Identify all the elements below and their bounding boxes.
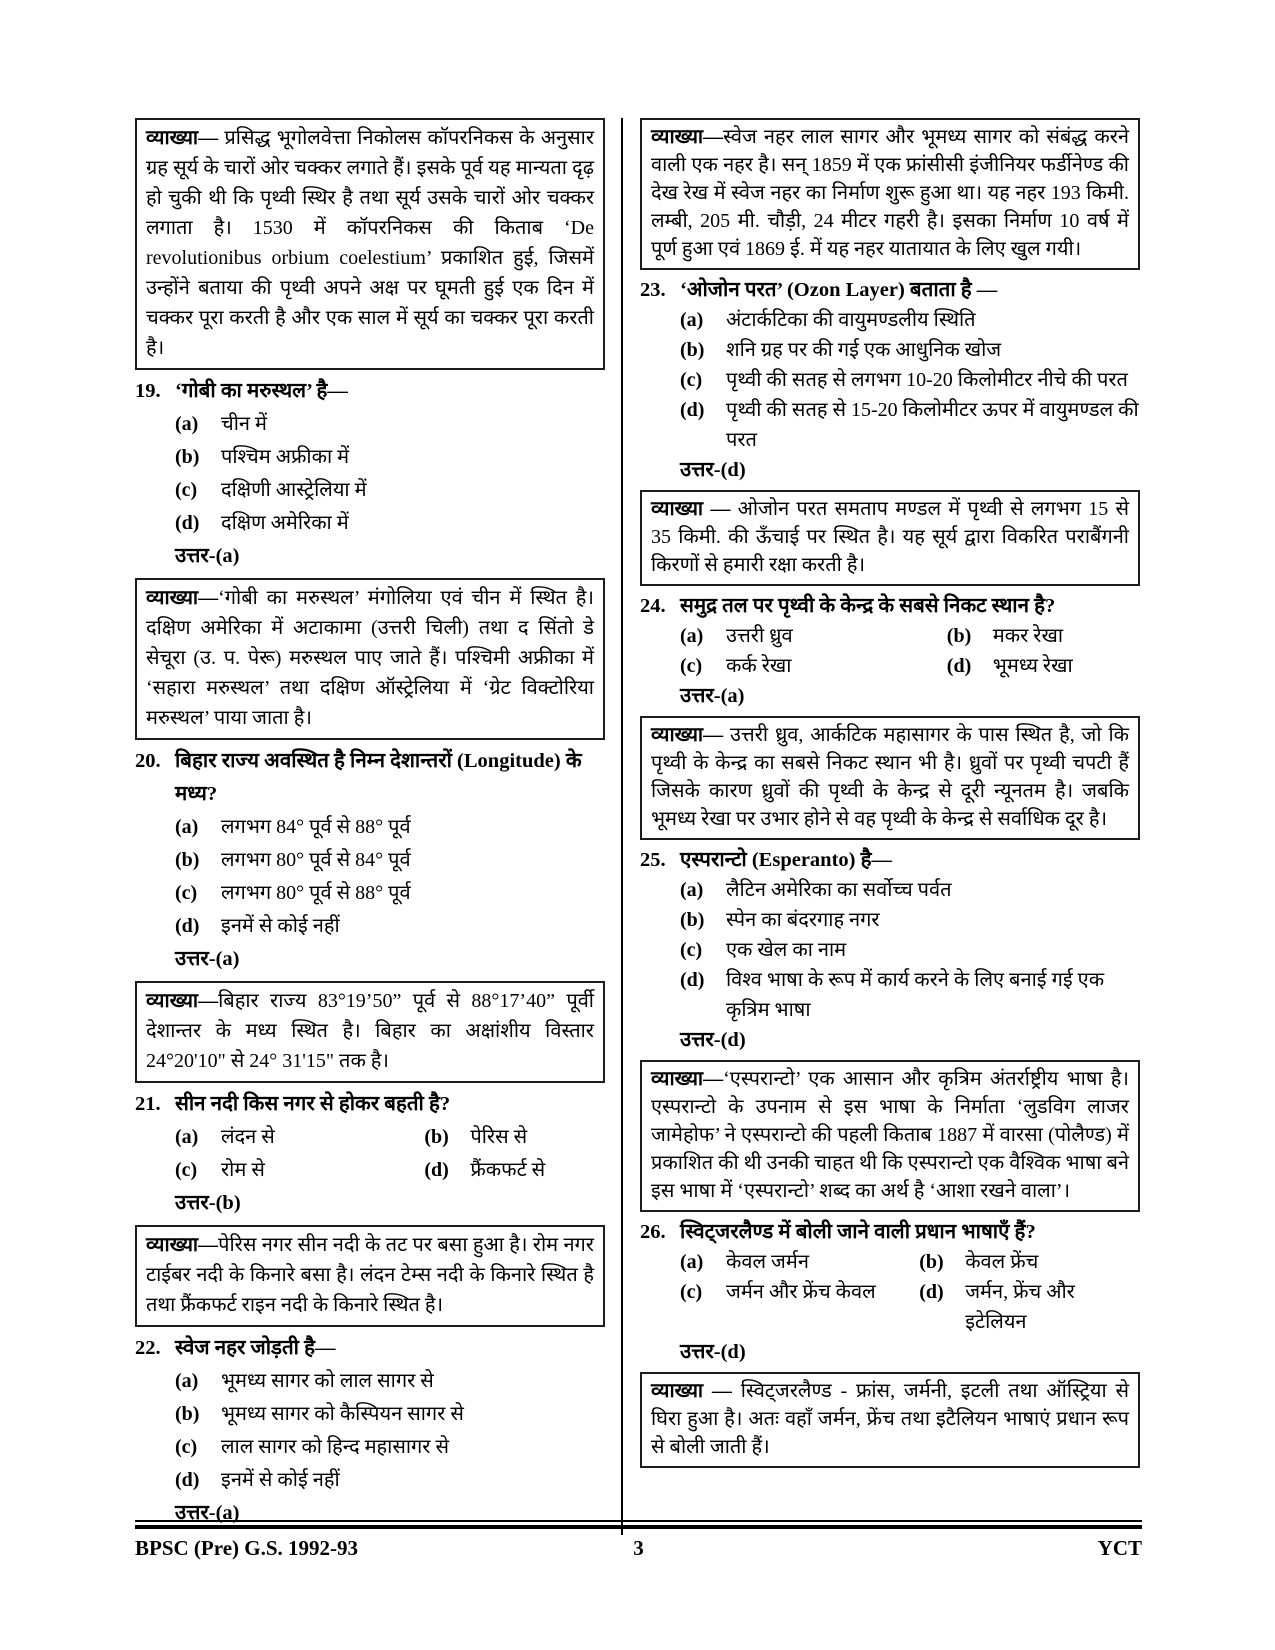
options-list (175, 811, 605, 943)
option-d: (d) इनमें से कोई नहीं (175, 915, 340, 937)
explanation-body: ‘गोबी का मरुस्थल’ मंगोलिया एवं चीन में स्थित है। दक्षिण अमेरिका में अटाकामा (उत्तरी चिली) तथा द सिंतो डे सेचूरा (उ. प. पेरू) मरुस्थल पाए जाते हैं। पश्चिमी अफ्रीका में ‘सहारा मरुस्थल’ तथा दक्षिण ऑस्ट्रेलिया में ‘ग्रेट विक्टोरिया मरुस्थल’ पाया जाता है। (146, 587, 594, 729)
option-a: (a) अंटार्कटिका की वायुमण्डलीय स्थिति (680, 309, 976, 331)
question-text: समुद्र तल पर पृथ्वी के केन्द्र के सबसे निकट स्थान है? (680, 595, 1056, 617)
option-d: (d) इनमें से कोई नहीं (175, 1469, 340, 1491)
question-number: 20. (135, 750, 161, 772)
explanation-box-copernicus (135, 118, 605, 370)
option-b: (b) पेरिस से (424, 1126, 528, 1148)
right-column (640, 118, 1140, 1535)
option-a: (a) लगभग 84° पूर्व से 88° पूर्व (175, 816, 411, 838)
question-20 (135, 745, 605, 976)
option-c: (c) पृथ्वी की सतह से लगभग 10-20 किलोमीटर नीचे की परत (680, 369, 1128, 391)
question-text: ‘गोबी का मरुस्थल’ है— (175, 380, 348, 402)
option-a: (a) केवल जर्मन (680, 1251, 809, 1273)
explanation-body: बिहार राज्य 83°19’50” पूर्व से 88°17’40” पूर्वी देशान्तर के मध्य स्थित है। बिहार का अक्षांशीय विस्तार 24°20'10" से 24° 31'15" तक है। (146, 990, 594, 1072)
options-list (680, 305, 1140, 455)
option-a: (a) लंदन से (175, 1126, 275, 1148)
question-number: 19. (135, 380, 161, 402)
question-19 (135, 375, 605, 573)
question-26 (640, 1217, 1140, 1367)
left-column (135, 118, 605, 1535)
option-d: (d) जर्मन, फ्रेंच और इटेलियन (919, 1281, 1075, 1333)
explanation-label: व्याख्या— (651, 126, 724, 148)
option-a: (a) भूमध्य सागर को लाल सागर से (175, 1370, 434, 1392)
question-text: बिहार राज्य अवस्थित है निम्न देशान्तरों (Longitude) के मध्य? (175, 750, 582, 805)
option-b: (b) केवल फ्रेंच (919, 1251, 1039, 1273)
options-list (680, 875, 1140, 1025)
exam-page (135, 118, 1140, 1535)
explanation-body: स्विट्जरलैण्ड - फ्रांस, जर्मनी, इटली तथा ऑस्ट्रिया से घिरा हुआ है। अतः वहाँ जर्मन, फ्रेंच तथा इटैलियन भाषाएं प्रधान रूप से बोली जाती हैं। (651, 1380, 1129, 1458)
question-text: स्वेज नहर जोड़ती है— (175, 1337, 336, 1359)
options-list (175, 408, 605, 540)
answer-line: उत्तर-(d) (680, 1341, 746, 1363)
question-number: 21. (135, 1093, 161, 1115)
question-number: 24. (640, 595, 666, 617)
option-c: (c) कर्क रेखा (680, 655, 792, 677)
option-a: (a) चीन में (175, 413, 267, 435)
answer-line: उत्तर-(a) (680, 685, 745, 707)
explanation-label: व्याख्या — (651, 1380, 732, 1402)
explanation-box-q20 (135, 981, 605, 1083)
question-text: स्विट्जरलैण्ड में बोली जाने वाली प्रधान भाषाएँ हैं? (680, 1221, 1036, 1243)
answer-line: उत्तर-(d) (680, 1029, 746, 1051)
explanation-label: व्याख्या— (651, 1068, 724, 1090)
explanation-label: व्याख्या— (146, 990, 219, 1012)
explanation-box-q23 (640, 490, 1140, 586)
footer-rule (135, 1520, 1142, 1529)
option-b: (b) लगभग 80° पूर्व से 84° पूर्व (175, 849, 411, 871)
question-text: सीन नदी किस नगर से होकर बहती है? (175, 1093, 451, 1115)
option-b: (b) शनि ग्रह पर की गई एक आधुनिक खोज (680, 339, 1002, 361)
column-divider (621, 118, 623, 1535)
footer-brand: YCT (1097, 1536, 1142, 1560)
options-list (175, 1365, 605, 1497)
explanation-box-q22 (640, 118, 1140, 270)
explanation-body: पेरिस नगर सीन नदी के तट पर बसा हुआ है। रोम नगर टाईबर नदी के किनारे बसा है। लंदन टेम्स नदी के किनारे स्थित है तथा फ्रैंकफर्ट राइन नदी के किनारे स्थित है। (146, 1234, 594, 1316)
option-b: (b) स्पेन का बंदरगाह नगर (680, 909, 880, 931)
answer-line: उत्तर-(a) (175, 948, 240, 970)
explanation-box-q19 (135, 578, 605, 740)
question-number: 23. (640, 279, 666, 301)
explanation-body: प्रसिद्ध भूगोलवेत्ता निकोलस कॉपरनिकस के अनुसार ग्रह सूर्य के चारों ओर चक्कर लगाते हैं। इसके पूर्व यह मान्यता दृढ़ हो चुकी थी कि पृथ्वी स्थिर है तथा सूर्य उसके चारों ओर चक्कर लगाता है। 1530 में कॉपरनिकस की किताब ‘De revolutionibus orbium coelestium’ प्रकाशित हुई, जिसमें उन्होंने बताया की पृथ्वी अपने अक्ष पर घूमती हुई एक दिन में चक्कर पूरा करती है और एक साल में सूर्य का चक्कर पूरा करती है। (146, 127, 594, 359)
explanation-text (146, 123, 594, 363)
option-a: (a) उत्तरी ध्रुव (680, 625, 793, 647)
option-c: (c) दक्षिणी आस्ट्रेलिया में (175, 479, 367, 501)
options-list (680, 621, 1140, 681)
option-b: (b) भूमध्य सागर को कैस्पियन सागर से (175, 1403, 464, 1425)
explanation-box-q24 (640, 716, 1140, 840)
footer-page-number: 3 (633, 1536, 644, 1560)
answer-line: उत्तर-(b) (175, 1192, 241, 1214)
explanation-box-q25 (640, 1060, 1140, 1212)
option-c: (c) एक खेल का नाम (680, 939, 847, 961)
answer-line: उत्तर-(d) (680, 459, 746, 481)
question-21 (135, 1088, 605, 1220)
option-c: (c) रोम से (175, 1159, 265, 1181)
footer-exam-name: BPSC (Pre) G.S. 1992-93 (135, 1536, 359, 1560)
option-d: (d) विश्व भाषा के रूप में कार्य करने के लिए बनाई गई एक कृत्रिम भाषा (680, 969, 1105, 1021)
option-d: (d) पृथ्वी की सतह से 15-20 किलोमीटर ऊपर में वायुमण्डल की परत (680, 399, 1139, 451)
option-c: (c) लगभग 80° पूर्व से 88° पूर्व (175, 882, 411, 904)
explanation-body: उत्तरी ध्रुव, आर्कटिक महासागर के पास स्थित है, जो कि पृथ्वी के केन्द्र का सबसे निकट स्थान भी है। ध्रुवों पर पृथ्वी चपटी हैं जिसके कारण ध्रुवों की पृथ्वी के केन्द्र से दूरी न्यूनतम है। जबकि भूमध्य रेखा पर उभार होने से वह पृथ्वी के केन्द्र से सर्वाधिक दूर है। (651, 724, 1129, 830)
option-a: (a) लैटिन अमेरिका का सर्वोच्च पर्वत (680, 879, 952, 901)
explanation-label: व्याख्या— (146, 127, 219, 149)
option-b: (b) पश्चिम अफ्रीका में (175, 446, 350, 468)
explanation-label: व्याख्या — (651, 498, 731, 520)
question-number: 25. (640, 849, 666, 871)
explanation-label: व्याख्या— (651, 724, 724, 746)
question-text: एस्परान्टो (Esperanto) है— (680, 849, 892, 871)
options-list (175, 1121, 605, 1187)
question-number: 26. (640, 1221, 666, 1243)
question-24 (640, 591, 1140, 711)
question-23 (640, 275, 1140, 485)
answer-line: उत्तर-(a) (175, 1502, 240, 1524)
option-d: (d) भूमध्य रेखा (946, 655, 1073, 677)
option-c: (c) लाल सागर को हिन्द महासागर से (175, 1436, 449, 1458)
two-column-layout (135, 118, 1140, 1535)
explanation-label: व्याख्या— (146, 587, 219, 609)
page-footer (135, 1520, 1142, 1561)
question-25 (640, 845, 1140, 1055)
option-c: (c) जर्मन और फ्रेंच केवल (680, 1281, 876, 1303)
option-d: (d) फ्रैंकफर्ट से (424, 1159, 546, 1181)
option-b: (b) मकर रेखा (946, 625, 1064, 647)
question-22 (135, 1332, 605, 1530)
explanation-label: व्याख्या— (146, 1234, 219, 1256)
explanation-box-q26 (640, 1372, 1140, 1468)
answer-line: उत्तर-(a) (175, 545, 240, 567)
explanation-box-q21 (135, 1225, 605, 1327)
explanation-body: ओजोन परत समताप मण्डल में पृथ्वी से लगभग 15 से 35 किमी. की ऊँचाई पर स्थित है। यह सूर्य द्वारा विकरित पराबैंगनी किरणों से हमारी रक्षा करती है। (651, 498, 1129, 576)
question-number: 22. (135, 1337, 161, 1359)
options-list (680, 1247, 1140, 1337)
question-text: ‘ओजोन परत’ (Ozon Layer) बताता है — (680, 279, 998, 301)
explanation-body: स्वेज नहर लाल सागर और भूमध्य सागर को संबंद्ध करने वाली एक नहर है। सन् 1859 में एक फ्रांसीसी इंजीनियर फर्डीनेण्ड की देख रेख में स्वेज नहर का निर्माण शुरू हुआ था। यह नहर 193 किमी. लम्बी, 205 मी. चौड़ी, 24 मीटर गहरी है। इसका निर्माण 10 वर्ष में पूर्ण हुआ एवं 1869 ई. में यह नहर यातायात के लिए खुल गयी। (651, 126, 1129, 260)
explanation-body: ‘एस्परान्टो’ एक आसान और कृत्रिम अंतर्राष्ट्रीय भाषा है। एस्परान्टो के उपनाम से इस भाषा के निर्माता ‘लुडविग लाजर जामेहोफ’ ने एस्परान्टो की पहली किताब 1887 में वारसा (पोलैण्ड) में प्रकाशित की थी उनकी चाहत थी कि एस्परान्टो एक वैश्विक भाषा बने इस भाषा में ‘एस्परान्टो’ शब्द का अर्थ है ‘आशा रखने वाला’। (651, 1068, 1129, 1202)
option-d: (d) दक्षिण अमेरिका में (175, 512, 349, 534)
